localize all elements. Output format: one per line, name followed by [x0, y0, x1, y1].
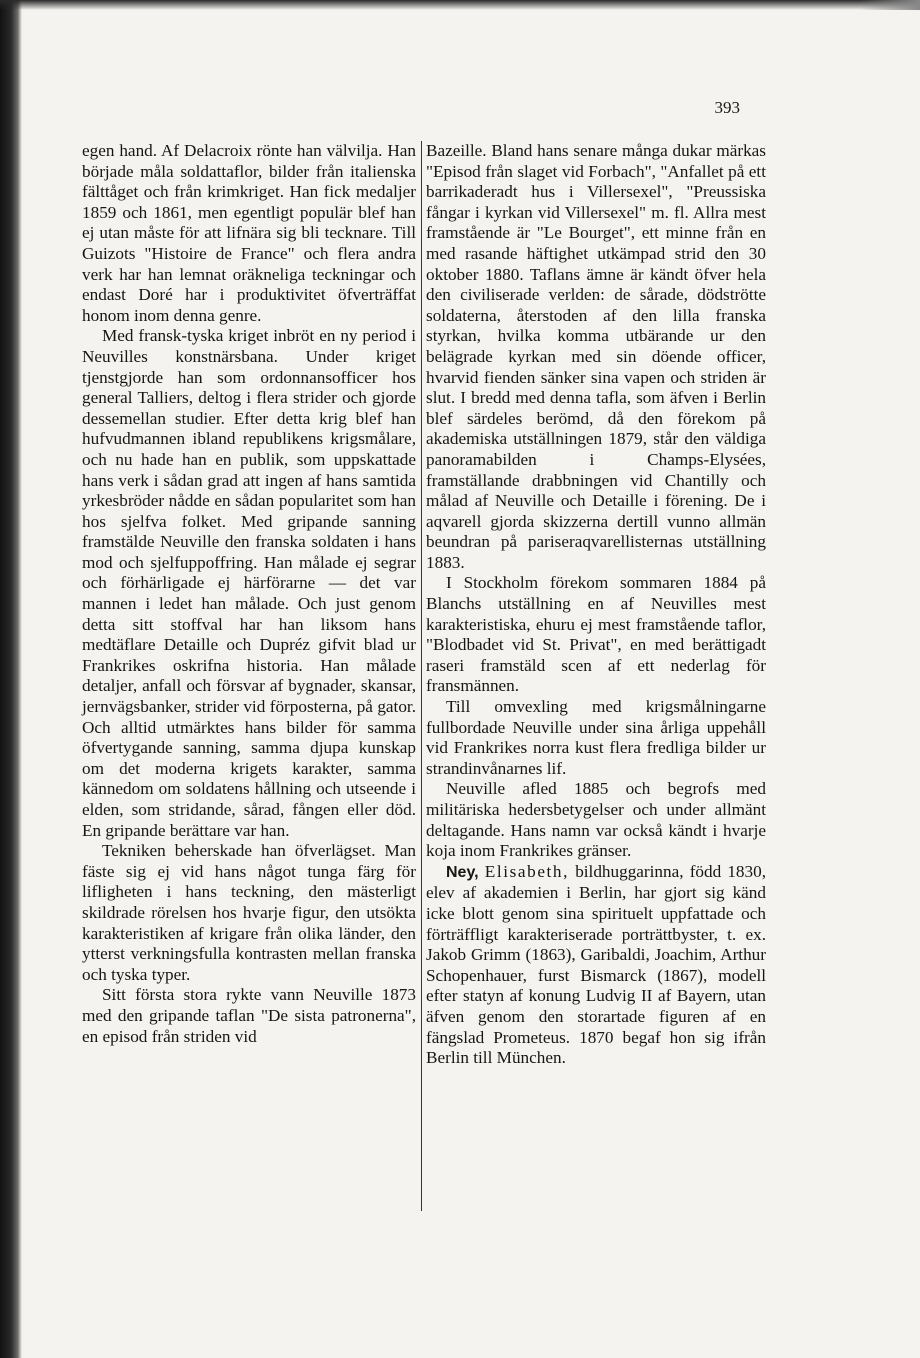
left-column [82, 141, 416, 1241]
scan-edge-shadow [0, 0, 22, 1358]
scan-top-shadow [0, 0, 920, 10]
paragraph: Med fransk-tyska kriget inbröt en ny period i Neuvilles konstnärsbana. Under kriget tjenstgjorde han som ordonnansofficer hos general Talliers, deltog i flera strider och gjorde dessemellan studier. Efter detta krig blef han hufvudmannen ibland republikens krigsmålare, och nu hade han en publik, som uppskattade hans verk i sådan grad att ingen af hans samtida yrkesbröder nådde en sådan popularitet som han hos sjelfva folket. Med gripande sanning framstälde Neuville den franska soldaten i hans mod och sjelfuppoffring. Han målade ej segrar och förhärligade ej härförarne — det var mannen i ledet han målade. Och just genom detta sitt stoffval har han liksom hans medtäflare Detaille och Dupréz gifvit blad ur Frankrikes oskrifna historia. Han målade detaljer, anfall och försvar af bygnader, skansar, jernvägsbanker, strider vid förposterna, på gator. Och alltid utmärktes hans bilder för samma öfvertygande sanning, samma djupa kunskap om det moderna krigets karakter, samma kännedom om soldatens hållning och utseende i elden, som stridande, sårad, fången eller död. En gripande berättare var han. [82, 326, 416, 840]
paragraph: Tekniken beherskade han öfverlägset. Man fäste sig ej vid hans något tunga färg för lifligheten i hans teckning, den mästerligt skildrade rörelsen hos hvarje figur, den utsökta karakteristiken af krigare från olika länder, den ytterst verkningsfulla kontrasten mellan franska och tyska typer. [82, 841, 416, 984]
paragraph: Till omvexling med krigsmålningarne fullbordade Neuville under sina årliga uppehåll vid Frankrikes norra kust flera fredliga bilder ur strandinvånarnes lif. [426, 697, 766, 778]
paragraph: Bazeille. Bland hans senare många dukar märkas "Episod från slaget vid Forbach", "Anfallet på ett barrikaderadt hus i Villersexel", "Preussiska fångar i kyrkan vid Villersexel" m. fl. Allra mest framstående är "Le Bourget", ett minne från en med rasande häftighet utkämpad strid den 30 oktober 1880. Taflans ämne är kändt öfver hela den civiliserade verlden: de sårade, dödströtte soldaterna, återstoden af den lilla franska styrkan, hvilka komma utbärande ur den belägrade kyrkan med sin döende officer, hvarvid fienden sänker sina vapen och striden är slut. I bredd med denna tafla, som äfven i Berlin blef särdeles berömd, då den förekom på akademiska utställningen 1879, står den väldiga panoramabilden i Champs-Elysées, framställande drabbningen vid Chantilly och målad af Neuville och Detaille i förening. De i aqvarell gjorda skizzerna dertill vunno allmän beundran på pariseraqvarellisternas utställning 1883. [426, 141, 766, 572]
paragraph: Sitt första stora rykte vann Neuville 1873 med den gripande taflan "De sista patronerna", en episod från striden vid [82, 985, 416, 1046]
column-divider [421, 141, 422, 1211]
paragraph: I Stockholm förekom sommaren 1884 på Blanchs utställning en af Neuvilles mest karakteristiska, ehuru ej mest framstående taflor, "Blodbadet vid St. Privat", en med berättigadt raseri framstäld scen af ett nederlag för fransmännen. [426, 573, 766, 696]
right-column [426, 141, 766, 1241]
entry-name: Elisabeth, [484, 861, 570, 881]
page-number: 393 [714, 98, 740, 117]
paragraph: Neuville afled 1885 och begrofs med militäriska hedersbetygelser och under allmänt deltagande. Hans namn var också kändt i hvarje koja inom Frankrikes gränser. [426, 779, 766, 861]
entry-headword: Ney, [446, 863, 479, 881]
dictionary-entry [426, 862, 766, 1069]
paragraph: egen hand. Af Delacroix rönte han välvilja. Han började måla soldattaflor, bilder från italienska fälttåget och från krimkriget. Han fick medaljer 1859 och 1861, men egentligt populär blef han ej utan måste för att lifnära sig bli tecknare. Till Guizots "Histoire de France" och flera andra verk har han lemnat oräkneliga teckningar och endast Doré har i produktivitet öfverträffat honom inom denna genre. [82, 141, 416, 325]
scan-corner [860, 0, 920, 10]
entry-text: bildhuggarinna, född 1830, elev af akademien i Berlin, har gjort sig känd icke blott genom sina spirituelt uppfattade och förträffligt karakteriserade porträttbyster, t. ex. Jakob Grimm (1863), Garibaldi, Joachim, Arthur Schopenhauer, furst Bismarck (1867), modell efter statyn af konung Ludvig II af Bayern, utan äfven genom den storartade figuren af en fängslad Prometeus. 1870 begaf hon sig ifrån Berlin till München. [426, 861, 767, 1068]
